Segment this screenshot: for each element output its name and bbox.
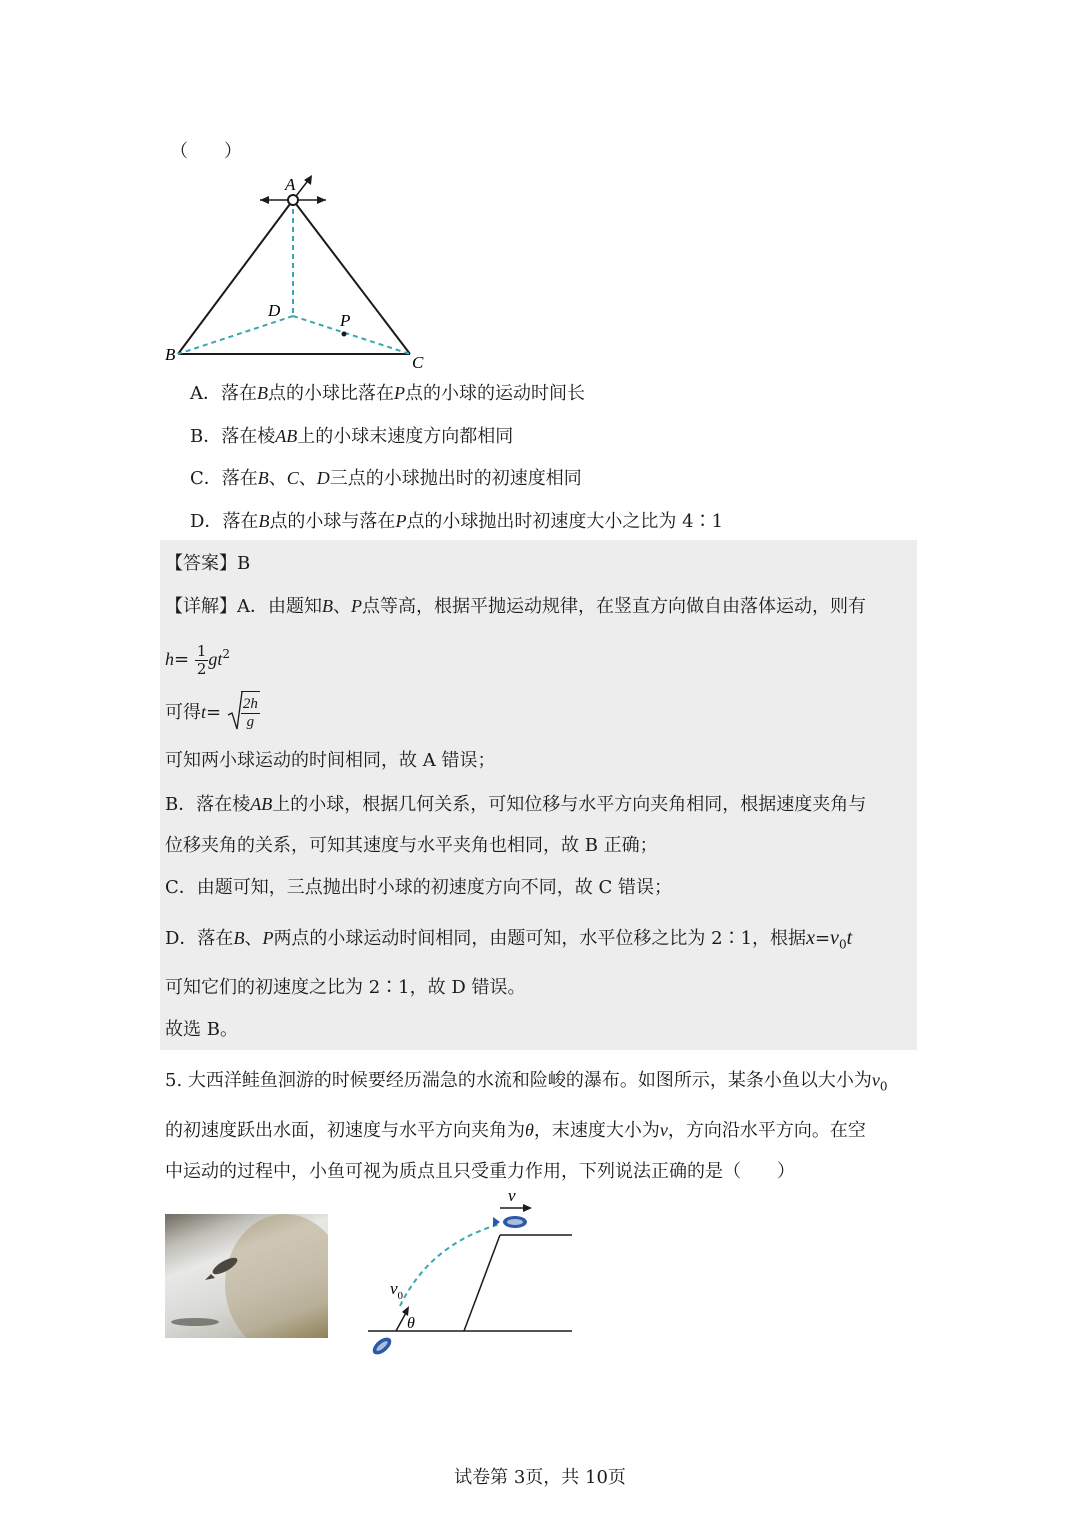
formula-h: h= $\frac{1}{2}$ $gt^2$ — [165, 641, 231, 678]
v0-label: $v_0$ — [390, 1279, 404, 1302]
ball-a — [288, 195, 298, 205]
fish-silhouette — [165, 1214, 328, 1338]
triangle-figure — [160, 168, 440, 378]
sqrt-sign — [227, 691, 243, 731]
trajectory-dashed — [400, 1224, 500, 1306]
edge-ab — [178, 200, 293, 354]
waterfall-slope — [464, 1235, 500, 1331]
solution-line-6: 位移夹角的关系，可知其速度与水平夹角也相同，故 B 正确； — [165, 835, 658, 856]
label-b: B — [165, 345, 176, 364]
fish-top-icon — [493, 1216, 527, 1228]
page-footer: 试卷第 3页，共 10页 — [454, 1467, 626, 1488]
formula-t: 可得t= $\frac{2h}{g}$ — [165, 690, 260, 736]
fish-bottom-icon — [370, 1334, 395, 1357]
question-bracket: （ ） — [170, 141, 242, 162]
point-p-dot — [342, 332, 347, 337]
v-label: v — [508, 1186, 516, 1205]
label-a: A — [285, 175, 296, 194]
answer-line: 【答案】B — [165, 553, 251, 574]
fish-jump-diagram — [360, 1184, 580, 1364]
option-b: B．落在棱AB上的小球末速度方向都相同 — [190, 426, 514, 447]
solution-line-9: 可知它们的初速度之比为 2∶1，故 D 错误。 — [165, 977, 526, 998]
q5-line-1: 5. 大西洋鲑鱼洄游的时候要经历湍急的水流和险峻的瀑布。如图所示，某条小鱼以大小为$v_0$ — [165, 1070, 888, 1094]
label-d: D — [268, 301, 281, 320]
salmon-photo — [165, 1214, 328, 1338]
label-c: C — [412, 353, 424, 372]
right-arrowhead — [317, 196, 326, 204]
edge-ac — [293, 200, 410, 354]
solution-line-8: D．落在B、P两点的小球运动时间相同，由题可知，水平位移之比为 2∶1，根据$x=v_0t$ — [165, 927, 853, 952]
solution-line-7: C．由题可知，三点抛出时小球的初速度方向不同，故 C 错误； — [165, 877, 672, 898]
option-c: C．落在B、C、D三点的小球抛出时的初速度相同 — [190, 468, 582, 489]
label-p: P — [340, 311, 351, 330]
theta-label: θ — [407, 1315, 415, 1332]
solution-line-10: 故选 B。 — [165, 1019, 238, 1040]
edge-dc-dashed — [293, 316, 410, 354]
edge-db-dashed — [178, 316, 293, 354]
solution-line-5: B．落在棱AB上的小球，根据几何关系，可知位移与水平方向夹角相同，根据速度夹角与 — [165, 794, 867, 815]
v-arrowhead — [523, 1204, 532, 1212]
q5-line-2: 的初速度跃出水面，初速度与水平方向夹角为θ，末速度大小为v，方向沿水平方向。在空 — [165, 1120, 866, 1141]
solution-line-4: 可知两小球运动的时间相同，故 A 错误； — [165, 750, 496, 771]
option-d: D．落在B点的小球与落在P点的小球抛出时初速度大小之比为 4∶1 — [190, 511, 724, 532]
option-a: A．落在B点的小球比落在P点的小球的运动时间长 — [190, 383, 585, 404]
left-arrowhead — [260, 196, 269, 204]
solution-line-1: 【详解】A．由题知B、P点等高，根据平抛运动规律，在竖直方向做自由落体运动，则有 — [165, 596, 866, 617]
q5-line-3: 中运动的过程中，小鱼可视为质点且只受重力作用，下列说法正确的是（ ） — [165, 1161, 795, 1182]
